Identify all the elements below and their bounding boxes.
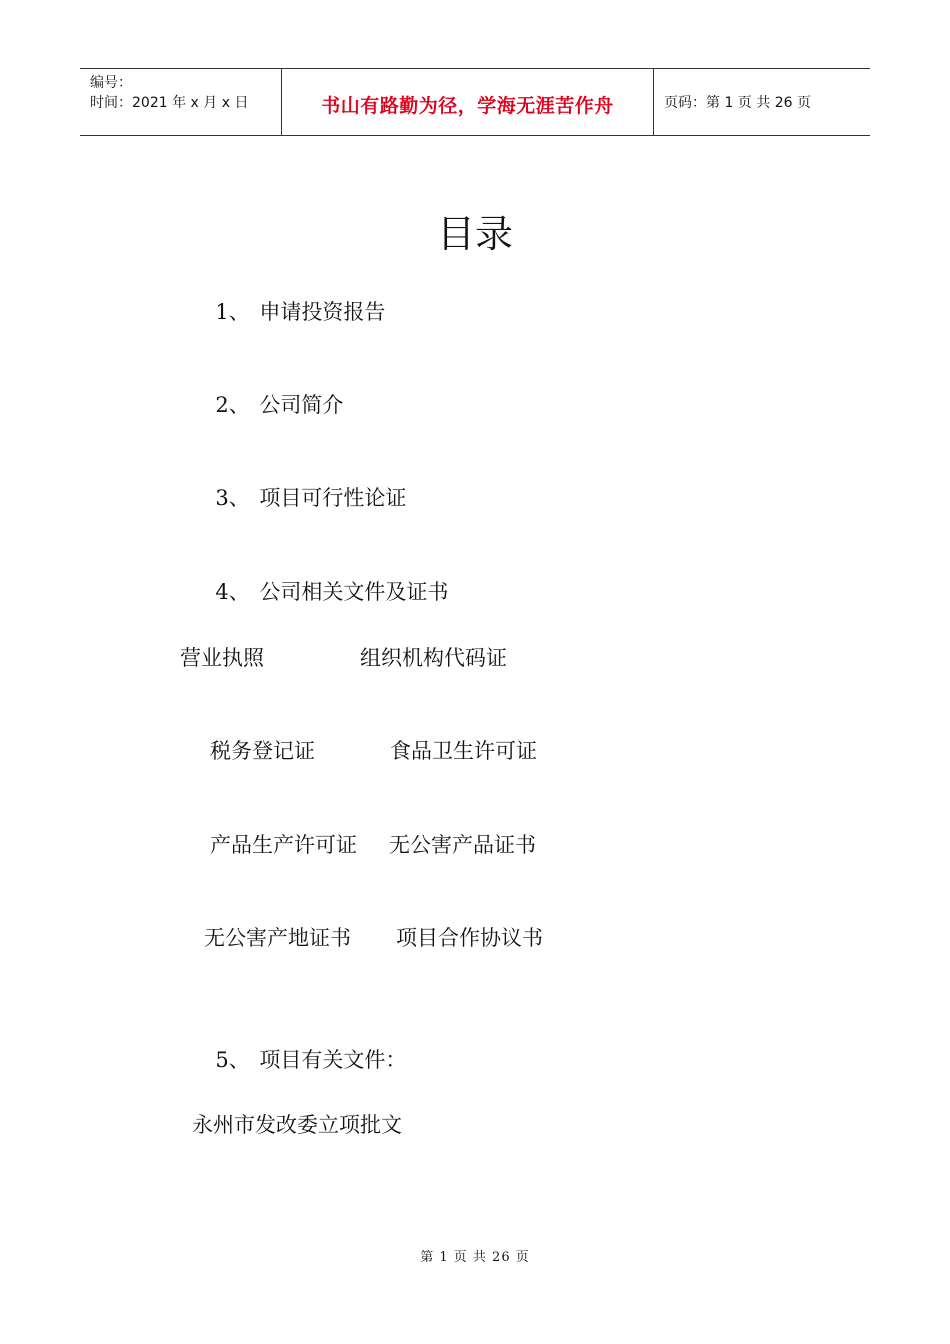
header-motto-cell [282,69,654,135]
page-header [80,68,870,136]
doc-pollution-free-origin-cert: 无公害产地证书 [204,926,351,950]
toc-item-5 [202,1018,406,1074]
doc-tax-registration: 税务登记证 [210,739,315,763]
toc-item-2 [202,363,343,419]
toc-item-number: 4、 [215,580,250,604]
doc-pollution-free-product-cert: 无公害产品证书 [389,833,536,857]
doc-food-hygiene-permit: 食品卫生许可证 [390,739,537,763]
toc-item-number: 5、 [215,1048,250,1072]
toc-item-1 [202,270,385,326]
header-page-code: 页码：第 1 页 共 26 页 [664,95,811,111]
doc-business-license: 营业执照 [180,646,264,670]
toc-item-text: 项目有关文件： [259,1048,407,1072]
number-label: 编号： [90,75,132,91]
toc-item-number: 1、 [215,300,250,324]
date-label: 时间：2021 年 x 月 x 日 [90,95,249,111]
toc-item-3 [202,456,406,512]
header-meta-cell [80,69,282,135]
doc-approval-document: 永州市发改委立项批文 [192,1113,402,1137]
toc-item-text: 公司简介 [259,393,344,417]
toc-item-number: 2、 [215,393,250,417]
toc-item-number: 3、 [215,486,250,510]
toc-item-4 [202,550,448,606]
header-motto: 书山有路勤为径，学海无涯苦作舟 [321,94,614,117]
doc-production-permit: 产品生产许可证 [210,833,357,857]
toc-item-text: 公司相关文件及证书 [259,580,449,604]
toc-item-text: 项目可行性论证 [259,486,407,510]
doc-org-code-cert: 组织机构代码证 [360,646,507,670]
toc-item-text: 申请投资报告 [259,300,386,324]
document-title: 目录 [436,212,513,256]
doc-cooperation-agreement: 项目合作协议书 [396,926,543,950]
page-footer: 第 1 页 共 26 页 [420,1250,530,1265]
header-page-cell [654,69,870,135]
